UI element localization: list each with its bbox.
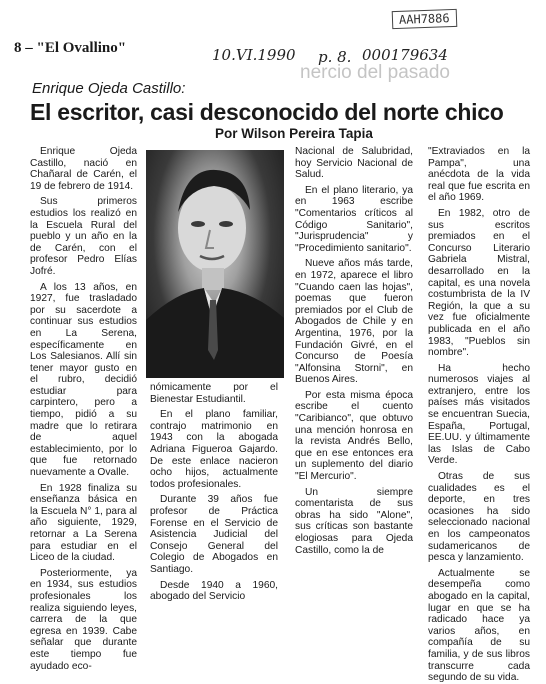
paragraph: Actualmente se desempeña como abogado en la capital, lugar en que se ha radicado hace ya varios años, en compañía de su familia, y de sus libros transcurre cada segundo de su vida. xyxy=(428,567,530,684)
article-kicker: Enrique Ojeda Castillo: xyxy=(32,80,186,97)
paragraph: En el plano literario, ya en 1963 escribe "Comentarios críticos al Código Sanitario", "Jurisprudencia" y "Procedimiento sanitario". xyxy=(295,184,413,254)
paragraph: Sus primeros estudios los realizó en la Escuela Rural del pueblo y un año en la de Carén, con el profesor Pedro Elías Jofré. xyxy=(30,196,137,277)
handwritten-date: 10.VI.1990 xyxy=(212,46,296,64)
article-headline: El escritor, casi desconocido del norte chico xyxy=(30,99,504,125)
paragraph: "Extraviados en la Pampa", una anécdota de la vida real que fue escrita en el año 1969. xyxy=(428,146,530,204)
paragraph: Nacional de Salubridad, hoy Servicio Nacional de Salud. xyxy=(295,146,413,181)
article-byline: Por Wilson Pereira Tapia xyxy=(215,126,373,141)
paragraph: Enrique Ojeda Castillo, nació en Chañaral de Carén, el 19 de febrero de 1914. xyxy=(30,146,137,192)
paragraph: nómicamente por el Bienestar Estudiantil. xyxy=(150,382,278,405)
paragraph: Otras de sus cualidades es el deporte, en tres ocasiones ha sido seleccionado nacional en los campeonatos sudamericanos de pesca y lanzamiento. xyxy=(428,471,530,564)
article-column-1 xyxy=(30,146,137,672)
handwritten-catalog: 000179634 xyxy=(362,46,448,64)
paragraph: Ha hecho numerosos viajes al extranjero, entre los países más visitados se encuentran Suecia, España, Portugal, EE.UU. y últimamente las Islas de Cabo Verde. xyxy=(428,362,530,467)
paragraph: Durante 39 años fue profesor de Práctica Forense en el Servicio de Asistencia Judicial del Consejo General del Colegio de Abogados en Santiago. xyxy=(150,494,278,575)
article-column-2 xyxy=(150,382,278,603)
portrait-image xyxy=(146,150,284,378)
paragraph: En 1928 finaliza su enseñanza básica en la Escuela N° 1, para al año siguiente, 1929, retornar a La Serena para estudiar en el Liceo de la ciudad. xyxy=(30,482,137,564)
paragraph: Posteriormente, ya en 1934, sus estudios profesionales los realiza siguiendo leyes, carrera de la que egresa en 1939. Cabe señalar que durante este tiempo fue ayudado eco- xyxy=(30,567,137,672)
stamp-code: AAH7886 xyxy=(392,9,457,29)
masthead xyxy=(14,40,534,57)
portrait-photo xyxy=(146,150,284,378)
masthead-text: 8 – "El Ovallino" xyxy=(14,40,127,56)
paragraph: Un siempre comentarista de sus obras ha sido "Alone", sus críticas son bastante elogiosas para Ojeda Castillo, como la de xyxy=(295,486,413,556)
bleed-through-text: nercio del pasado xyxy=(300,62,450,83)
paragraph: Desde 1940 a 1960, abogado del Servicio xyxy=(150,579,278,603)
article-column-4 xyxy=(428,146,530,684)
paragraph: En el plano familiar, contrajo matrimonio en 1943 con la abogada Adriana Figueroa Gajardo. De este enlace nacieron ocho hijos, actualmente todos profesionales. xyxy=(150,409,278,490)
article-column-3 xyxy=(295,146,413,598)
paragraph: En 1982, otro de sus escritos premiados en el Concurso Literario Gabriela Mistral, desarrollado en la capital, es una novela costumbrista de la IV Región, la que a su vez fue oficialmente publicada en el año 1983, "Pueblos sin nombre". xyxy=(428,207,530,359)
handwritten-page: p. 8. xyxy=(318,48,352,66)
paragraph: Por esta misma época escribe el cuento "Caribianco", que obtuvo una mención honrosa en la revista Andrés Bello, que en ese entonces era un suplemento del diario "El Mercurio". xyxy=(295,389,413,483)
paragraph: A los 13 años, en 1927, fue trasladado por su sacerdote a continuar sus estudios en La Serena, específicamente en Los Salesianos. Allí sin tener mayor gusto en el rubro, decidió estudiar para carpintero, pero a tiempo, pidió a su madre que lo retirara de aquel establecimiento, por lo que fue retornado nuevamente a Ovalle. xyxy=(30,281,137,479)
paragraph: Nueve años más tarde, en 1972, aparece el libro "Cuando caen las hojas", poemas que fueron premiados por el Club de Abogados de Chile y en Argentina, 1976, por la Fundación Givré, en el Concurso de Poesía "Alfonsina Storni", en Buenos Aires. xyxy=(295,258,413,386)
